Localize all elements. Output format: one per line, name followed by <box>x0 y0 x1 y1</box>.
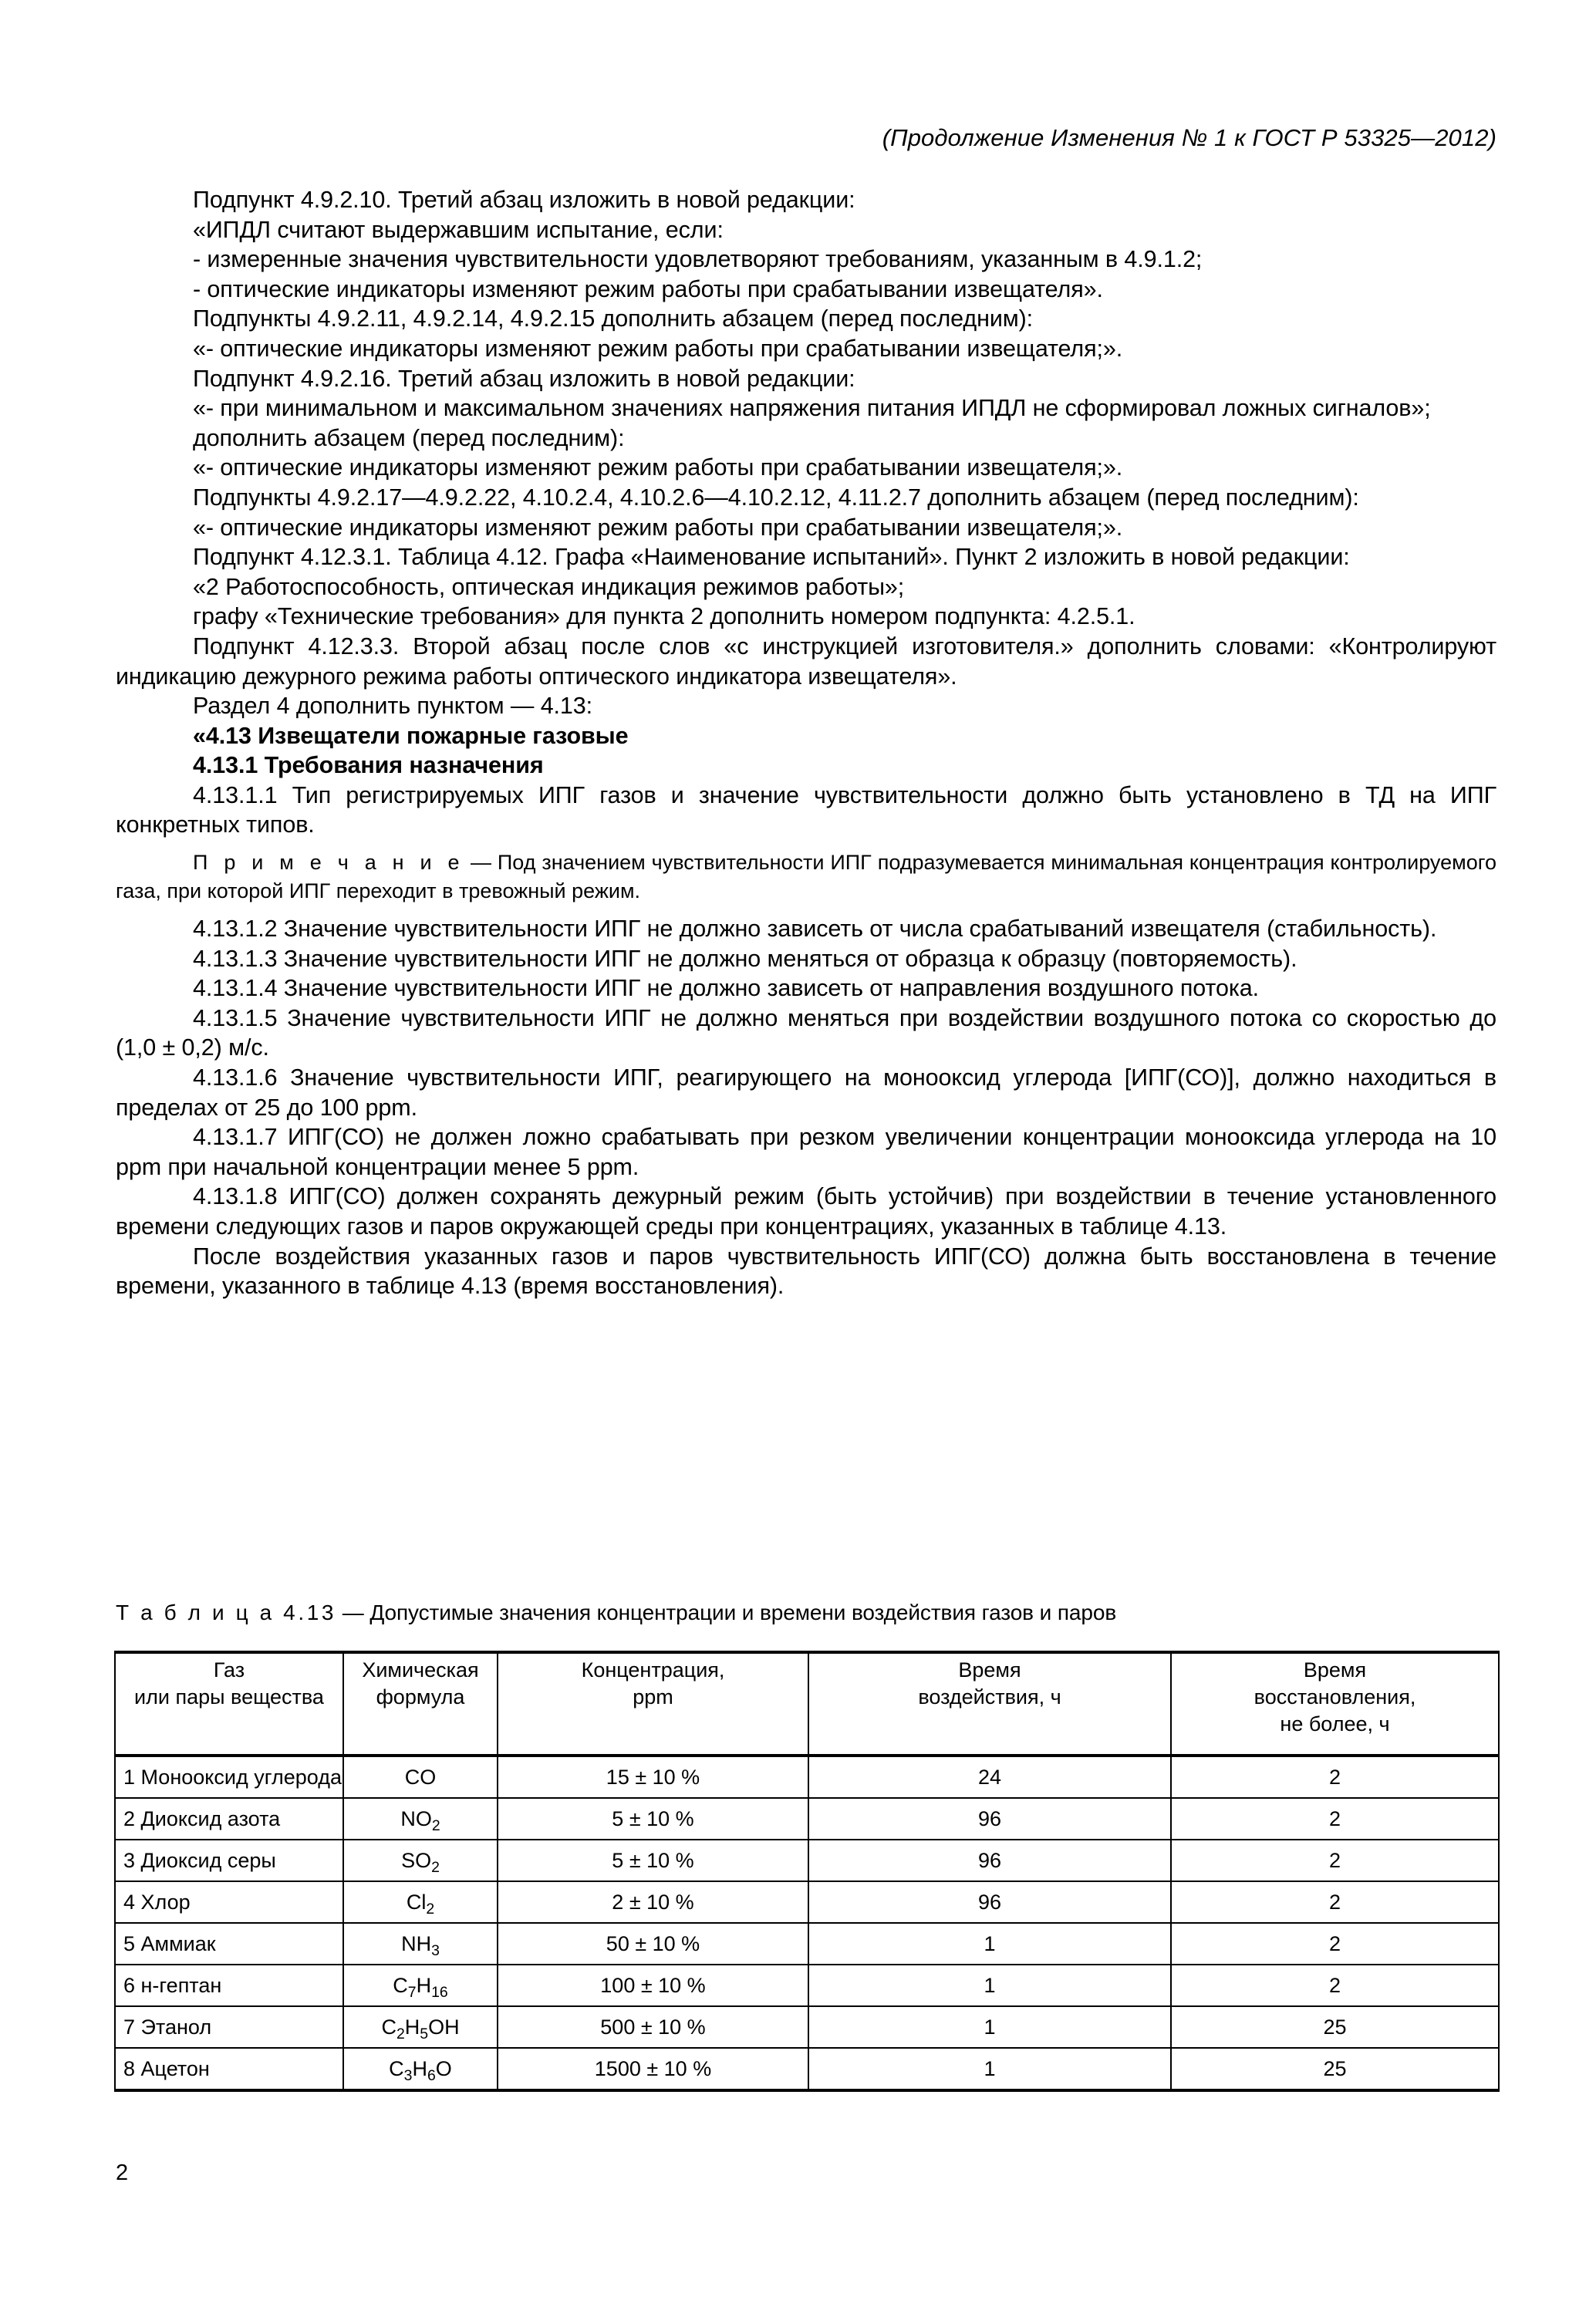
col-header-line: Химическая <box>362 1658 479 1682</box>
col-header-gas <box>115 1652 343 1756</box>
paragraph: «ИПДЛ считают выдержавшим испытание, если: <box>193 216 724 243</box>
table-body <box>115 1756 1499 2090</box>
cell-chemical-formula: $NO_2$ <box>343 1798 498 1840</box>
paragraph: Подпункт 4.12.3.1. Таблица 4.12. Графа «Наименование испытаний». Пункт 2 изложить в новой редакции: <box>193 544 1350 571</box>
paragraph: - оптические индикаторы изменяют режим работы при срабатывании извещателя». <box>193 275 1103 302</box>
table-row <box>115 1923 1499 1965</box>
section-heading-4-13: «4.13 Извещатели пожарные газовые <box>193 722 629 749</box>
clause-4-13-1-1: 4.13.1.1 Тип регистрируемых ИПГ газов и значение чувствительности должно быть установлено в ТД на ИПГ конкретных типов. <box>116 781 1496 838</box>
cell-chemical-formula: $SO_2$ <box>343 1840 498 1881</box>
col-header-line: Концентрация, <box>581 1658 725 1682</box>
table-row <box>115 1881 1499 1923</box>
clause-4-13-1-2: 4.13.1.2 Значение чувствительности ИПГ не должно зависеть от числа срабатываний извещателя (стабильность). <box>193 916 1437 943</box>
paragraph: графу «Технические требования» для пункта 2 дополнить номером подпункта: 4.2.5.1. <box>193 603 1135 630</box>
cell-recovery-time: 2 <box>1171 1840 1499 1881</box>
clause-4-13-1-4: 4.13.1.4 Значение чувствительности ИПГ не должно зависеть от направления воздушного потока. <box>193 975 1259 1002</box>
cell-gas-name: 3 Диоксид серы <box>115 1840 343 1881</box>
cell-chemical-formula: $NH_3$ <box>343 1923 498 1965</box>
table-head <box>115 1652 1499 1756</box>
cell-recovery-time: 2 <box>1171 1798 1499 1840</box>
clause-recovery-note: После воздействия указанных газов и паров чувствительность ИПГ(СО) должна быть восстановлена в течение времени, указанного в таблице 4.13 (время восстановления). <box>116 1243 1496 1300</box>
note-text: — Под значением чувствительности ИПГ подразумевается минимальная концентрация контролируемого газа, при которой ИПГ переходит в тревожный режим. <box>116 851 1496 903</box>
cell-recovery-time: 25 <box>1171 2006 1499 2048</box>
cell-concentration: 1500 ± 10 % <box>498 2048 808 2090</box>
running-head: (Продолжение Изменения № 1 к ГОСТ Р 53325—2012) <box>882 124 1496 151</box>
cell-concentration: 5 ± 10 % <box>498 1798 808 1840</box>
cell-exposure-time: 1 <box>808 1923 1171 1965</box>
cell-exposure-time: 96 <box>808 1798 1171 1840</box>
clause-4-13-1-8: 4.13.1.8 ИПГ(СО) должен сохранять дежурный режим (быть устойчив) при воздействии в течение установленного времени следующих газов и паров окружающей среды при концентрациях, указанных в таблице 4.13. <box>116 1183 1496 1240</box>
cell-exposure-time: 96 <box>808 1840 1171 1881</box>
table-row <box>115 2006 1499 2048</box>
paragraph: «- оптические индикаторы изменяют режим работы при срабатывании извещателя;». <box>193 454 1123 481</box>
cell-exposure-time: 1 <box>808 2006 1171 2048</box>
col-header-line: Время <box>958 1658 1021 1682</box>
paragraph: Подпункт 4.12.3.3. Второй абзац после слов «с инструкцией изготовителя.» дополнить словами: «Контролируют индикацию дежурного режима работы оптического индикатора извещателя». <box>116 632 1496 690</box>
paragraph: дополнить абзацем (перед последним): <box>193 424 625 451</box>
cell-recovery-time: 2 <box>1171 1881 1499 1923</box>
cell-gas-name: 1 Монооксид углерода <box>115 1756 343 1798</box>
note-block <box>116 848 1496 906</box>
paragraph: «- оптические индикаторы изменяют режим работы при срабатывании извещателя;». <box>193 335 1123 362</box>
cell-exposure-time: 24 <box>808 1756 1171 1798</box>
cell-gas-name: 4 Хлор <box>115 1881 343 1923</box>
table-caption-label: Т а б л и ц а 4.13 <box>116 1601 337 1624</box>
cell-concentration: 500 ± 10 % <box>498 2006 808 2048</box>
clause-4-13-1-6: 4.13.1.6 Значение чувствительности ИПГ, реагирующего на монооксид углерода [ИПГ(СО)], должно находиться в пределах от 25 до 100 ppm. <box>116 1064 1496 1121</box>
clause-4-13-1-3: 4.13.1.3 Значение чувствительности ИПГ не должно меняться от образца к образцу (повторяемость). <box>193 945 1297 972</box>
cell-chemical-formula: $C_2H_5OH$ <box>343 2006 498 2048</box>
cell-chemical-formula: CO <box>343 1756 498 1798</box>
col-header-recovery-time <box>1171 1652 1499 1756</box>
cell-gas-name: 7 Этанол <box>115 2006 343 2048</box>
clause-4-13-1-7: 4.13.1.7 ИПГ(СО) не должен ложно срабатывать при резком увеличении концентрации монооксида углерода на 10 ppm при начальной концентрации менее 5 ppm. <box>116 1124 1496 1180</box>
paragraph: - измеренные значения чувствительности удовлетворяют требованиям, указанным в 4.9.1.2; <box>193 246 1203 273</box>
table-header-row <box>115 1652 1499 1756</box>
section-heading-4-13-1: 4.13.1 Требования назначения <box>193 752 544 779</box>
paragraph: «- оптические индикаторы изменяют режим работы при срабатывании извещателя;». <box>193 514 1123 541</box>
col-header-formula <box>343 1652 498 1756</box>
paragraph: «- при минимальном и максимальном значениях напряжения питания ИПДЛ не сформировал ложных сигналов»; <box>193 395 1431 422</box>
cell-chemical-formula: $Cl_2$ <box>343 1881 498 1923</box>
table-caption-text: — Допустимые значения концентрации и времени воздействия газов и паров <box>336 1601 1117 1624</box>
col-header-line: восстановления, <box>1254 1685 1416 1709</box>
col-header-line: ppm <box>633 1685 673 1709</box>
cell-concentration: 5 ± 10 % <box>498 1840 808 1881</box>
paragraph: Подпункты 4.9.2.11, 4.9.2.14, 4.9.2.15 дополнить абзацем (перед последним): <box>193 305 1034 332</box>
cell-recovery-time: 2 <box>1171 1923 1499 1965</box>
cell-gas-name: 8 Ацетон <box>115 2048 343 2090</box>
col-header-concentration <box>498 1652 808 1756</box>
gas-concentration-table <box>114 1651 1500 2092</box>
cell-chemical-formula: $C_3H_6O$ <box>343 2048 498 2090</box>
cell-concentration: 50 ± 10 % <box>498 1923 808 1965</box>
cell-concentration: 15 ± 10 % <box>498 1756 808 1798</box>
cell-recovery-time: 25 <box>1171 2048 1499 2090</box>
cell-exposure-time: 1 <box>808 1965 1171 2006</box>
cell-recovery-time: 2 <box>1171 1965 1499 2006</box>
cell-concentration: 2 ± 10 % <box>498 1881 808 1923</box>
cell-exposure-time: 96 <box>808 1881 1171 1923</box>
clause-4-13-1-5: 4.13.1.5 Значение чувствительности ИПГ не должно меняться при воздействии воздушного потока со скоростью до (1,0 ± 0,2) м/с. <box>116 1004 1496 1061</box>
col-header-line: или пары вещества <box>134 1685 324 1709</box>
table-row <box>115 2048 1499 2090</box>
cell-gas-name: 2 Диоксид азота <box>115 1798 343 1840</box>
paragraph: Подпункты 4.9.2.17—4.9.2.22, 4.10.2.4, 4.10.2.6—4.10.2.12, 4.11.2.7 дополнить абзацем (перед последним): <box>193 484 1359 511</box>
col-header-line: не более, ч <box>1280 1712 1390 1736</box>
note-label: П р и м е ч а н и е <box>193 851 465 875</box>
table-row <box>115 1840 1499 1881</box>
page-number: 2 <box>116 2161 129 2185</box>
table-row <box>115 1756 1499 1798</box>
col-header-line: формула <box>376 1685 465 1709</box>
table-row <box>115 1798 1499 1840</box>
paragraph: «2 Работоспособность, оптическая индикация режимов работы»; <box>193 573 905 600</box>
cell-gas-name: 5 Аммиак <box>115 1923 343 1965</box>
cell-recovery-time: 2 <box>1171 1756 1499 1798</box>
cell-chemical-formula: $C_7H_{16}$ <box>343 1965 498 2006</box>
cell-gas-name: 6 н-гептан <box>115 1965 343 2006</box>
cell-concentration: 100 ± 10 % <box>498 1965 808 2006</box>
col-header-line: Время <box>1303 1658 1367 1682</box>
table-row <box>115 1965 1499 2006</box>
table-caption <box>116 1599 1496 1627</box>
col-header-exposure-time <box>808 1652 1171 1756</box>
paragraph: Раздел 4 дополнить пунктом — 4.13: <box>193 693 593 720</box>
body-text-block <box>116 185 1496 1301</box>
paragraph: Подпункт 4.9.2.10. Третий абзац изложить в новой редакции: <box>193 187 855 213</box>
col-header-line: воздействия, ч <box>918 1685 1061 1709</box>
cell-exposure-time: 1 <box>808 2048 1171 2090</box>
col-header-line: Газ <box>213 1658 245 1682</box>
paragraph: Подпункт 4.9.2.16. Третий абзац изложить в новой редакции: <box>193 365 855 392</box>
